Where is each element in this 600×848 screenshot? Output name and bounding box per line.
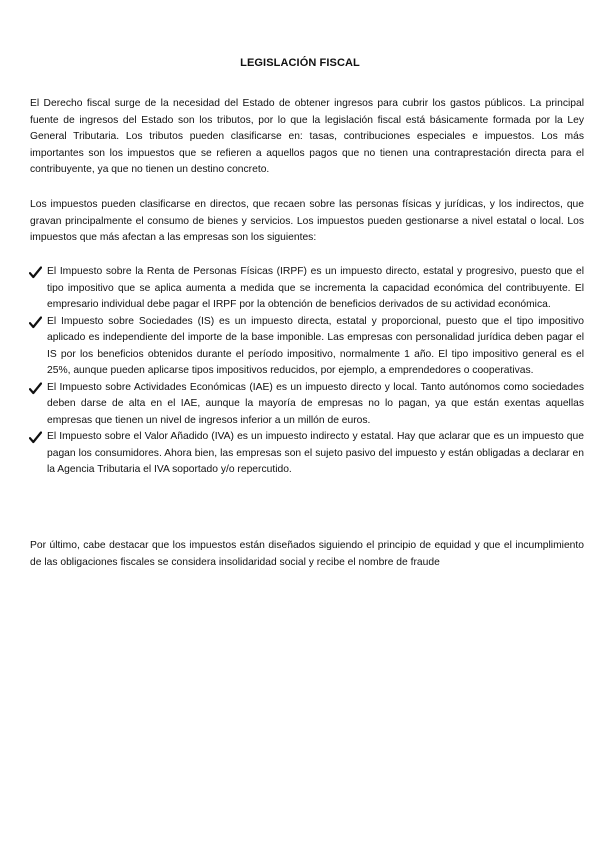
list-item-text: El Impuesto sobre el Valor Añadido (IVA) es un impuesto indirecto y estatal. Hay que aclarar que es un impuesto que pagan los consumidores. Ahora bien, las empresas son el sujeto pasivo del impuesto y están obligadas a declarar en la Agencia Tributaria el IVA soportado y/o repercutido. (47, 431, 584, 475)
list-item-iva (30, 429, 584, 479)
list-item-iae (30, 380, 584, 430)
intro-paragraph: El Derecho fiscal surge de la necesidad del Estado de obtener ingresos para cubrir los gastos públicos. La principal fuente de ingresos del Estado son los tributos, por lo que la legislación fiscal está básicamente formada por la Ley General Tributaria. Los tributos pueden clasificarse en: tasas, contribuciones especiales e impuestos. Los más importantes son los impuestos que se refieren a aquellos pagos que no tienen una contraprestación directa para el contribuyente, ya que no tienen un destino concreto. (30, 98, 584, 175)
list-item-text: El Impuesto sobre Sociedades (IS) es un impuesto directa, estatal y proporcional, puesto que el tipo impositivo aplicado es independiente del importe de la base imponible. Las empresas con personalidad jurídica deben pagar el IS por los beneficios obtenidos durante el período impositivo, normalmente 1 año. El tipo impositivo general es el 25%, aunque pueden aplicarse tipos impositivos reducidos, por ejemplo, a emprendedores o cooperativas. (47, 315, 584, 376)
tax-list (30, 264, 584, 479)
page-title: LEGISLACIÓN FISCAL (240, 57, 360, 69)
check-mark-icon (29, 431, 42, 444)
check-mark-icon (29, 382, 42, 395)
list-item-is (30, 314, 584, 380)
check-mark-icon (29, 316, 42, 329)
classification-paragraph: Los impuestos pueden clasificarse en directos, que recaen sobre las personas físicas y jurídicas, y los indirectos, que gravan principalmente el consumo de bienes y servicios. Los impuestos pueden gestionarse a nivel estatal o local. Los impuestos que más afectan a las empresas son los siguientes: (30, 199, 584, 243)
closing-paragraph: Por último, cabe destacar que los impuestos están diseñados siguiendo el principio de equidad y que el incumplimiento de las obligaciones fiscales se considera insolidaridad social y recibe el nombre de fraude (30, 540, 584, 568)
check-mark-icon (29, 266, 42, 279)
list-item-irpf (30, 264, 584, 314)
list-item-text: El Impuesto sobre Actividades Económicas (IAE) es un impuesto directo y local. Tanto autónomos como sociedades deben darse de alta en el IAE, aunque la mayoría de empresas no lo pagan, ya que están exentas aquellas empresas que tienen un nivel de ingresos inferior a un millón de euros. (47, 381, 584, 426)
list-item-text: El Impuesto sobre la Renta de Personas Físicas (IRPF) es un impuesto directo, estatal y progresivo, puesto que el tipo impositivo que se aplica aumenta a medida que se incrementa la capacidad económica del contribuyente. El empresario individual debe pagar el IRPF por la obtención de beneficios derivados de su actividad económica. (47, 266, 584, 310)
